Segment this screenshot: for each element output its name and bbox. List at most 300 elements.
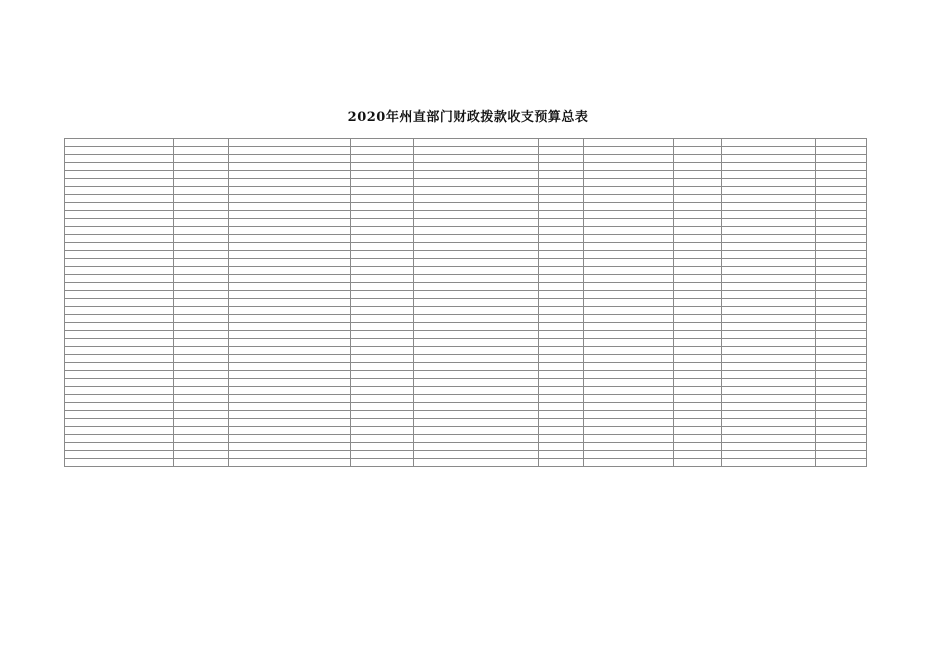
table-cell [351,379,414,387]
table-cell [584,371,674,379]
table-cell [174,443,229,451]
table-cell [539,403,584,411]
table-cell [722,411,816,419]
table-cell [539,195,584,203]
table-cell [539,219,584,227]
table-cell [351,171,414,179]
table-cell [229,347,351,355]
table-cell [65,243,174,251]
table-cell [722,203,816,211]
table-cell [65,187,174,195]
table-cell [674,219,722,227]
table-cell [174,155,229,163]
table-cell [722,355,816,363]
table-row [65,283,867,291]
table-cell [174,451,229,459]
table-cell [65,291,174,299]
table-cell [539,363,584,371]
table-cell [65,315,174,323]
table-cell [722,371,816,379]
table-cell [414,355,539,363]
table-cell [584,347,674,355]
table-cell [229,283,351,291]
table-cell [65,259,174,267]
table-cell [414,347,539,355]
table-cell [722,299,816,307]
table-cell [174,291,229,299]
report-title: 2020年州直部门财政拨款收支预算总表 [347,110,589,125]
table-cell [229,443,351,451]
table-cell [351,331,414,339]
table-cell [414,371,539,379]
table-cell [351,395,414,403]
table-cell [539,259,584,267]
table-cell [351,139,414,147]
table-cell [65,363,174,371]
table-cell [65,459,174,467]
table-row [65,251,867,259]
table-cell [816,155,867,163]
table-row [65,147,867,155]
table-cell [65,267,174,275]
table-cell [174,363,229,371]
table-cell [65,227,174,235]
table-cell [351,459,414,467]
table-cell [722,323,816,331]
table-cell [174,195,229,203]
table-cell [722,379,816,387]
table-cell [414,139,539,147]
table-cell [584,379,674,387]
table-cell [674,387,722,395]
table-cell [722,451,816,459]
table-cell [414,307,539,315]
table-cell [351,203,414,211]
table-cell [351,227,414,235]
table-cell [539,419,584,427]
table-cell [229,307,351,315]
table-cell [414,211,539,219]
table-cell [414,243,539,251]
table-cell [584,195,674,203]
table-cell [414,171,539,179]
table-cell [584,331,674,339]
table-cell [674,195,722,203]
table-cell [65,331,174,339]
table-cell [674,451,722,459]
table-cell [65,339,174,347]
table-row [65,155,867,163]
table-cell [722,275,816,283]
table-cell [351,403,414,411]
table-cell [584,203,674,211]
table-cell [414,315,539,323]
table-cell [674,235,722,243]
table-cell [816,243,867,251]
table-cell [65,171,174,179]
table-cell [722,251,816,259]
table-row [65,291,867,299]
table-cell [229,227,351,235]
table-cell [674,339,722,347]
table-cell [816,227,867,235]
table-cell [584,235,674,243]
table-row [65,235,867,243]
table-row [65,371,867,379]
table-cell [674,307,722,315]
table-cell [65,275,174,283]
table-cell [351,187,414,195]
table-row [65,435,867,443]
table-cell [722,443,816,451]
table-cell [351,299,414,307]
table-cell [174,251,229,259]
table-cell [414,187,539,195]
table-cell [674,459,722,467]
table-cell [174,147,229,155]
table-cell [351,419,414,427]
table-cell [351,387,414,395]
table-cell [414,323,539,331]
table-cell [816,163,867,171]
table-cell [539,459,584,467]
table-cell [174,411,229,419]
table-cell [722,179,816,187]
table-row [65,267,867,275]
table-cell [351,267,414,275]
table-cell [414,203,539,211]
table-cell [414,267,539,275]
table-row [65,315,867,323]
table-cell [584,187,674,195]
table-row [65,419,867,427]
table-cell [539,139,584,147]
table-cell [722,139,816,147]
table-cell [351,363,414,371]
table-cell [229,267,351,275]
table-cell [65,235,174,243]
table-cell [674,299,722,307]
table-cell [65,203,174,211]
table-cell [722,347,816,355]
table-cell [229,323,351,331]
table-cell [174,235,229,243]
table-row [65,347,867,355]
table-cell [539,379,584,387]
table-cell [539,427,584,435]
table-body [65,139,867,467]
table-cell [674,147,722,155]
table-cell [414,419,539,427]
table-cell [65,403,174,411]
table-cell [351,427,414,435]
table-cell [229,275,351,283]
table-cell [414,251,539,259]
table-cell [65,323,174,331]
table-cell [722,187,816,195]
table-cell [174,307,229,315]
table-cell [816,443,867,451]
table-cell [539,291,584,299]
table-cell [174,267,229,275]
table-cell [584,267,674,275]
table-cell [816,299,867,307]
table-row [65,211,867,219]
table-cell [674,171,722,179]
table-cell [816,451,867,459]
table-cell [816,259,867,267]
table-row [65,163,867,171]
table-cell [584,283,674,291]
table-cell [229,371,351,379]
table-cell [229,147,351,155]
table-cell [174,227,229,235]
table-cell [722,219,816,227]
table-cell [229,235,351,243]
table-cell [174,299,229,307]
table-cell [229,315,351,323]
table-cell [229,219,351,227]
table-cell [351,275,414,283]
table-cell [65,427,174,435]
table-cell [414,219,539,227]
table-cell [229,387,351,395]
table-cell [351,355,414,363]
table-cell [65,395,174,403]
table-cell [539,387,584,395]
table-cell [174,179,229,187]
table-cell [174,387,229,395]
table-cell [722,331,816,339]
table-cell [174,395,229,403]
table-row [65,411,867,419]
table-cell [816,363,867,371]
table-cell [414,259,539,267]
table-cell [584,355,674,363]
table-cell [229,203,351,211]
table-cell [539,347,584,355]
table-cell [229,155,351,163]
table-cell [816,403,867,411]
table-cell [722,363,816,371]
table-cell [65,443,174,451]
table-cell [351,339,414,347]
table-cell [65,435,174,443]
table-row [65,307,867,315]
table-cell [65,411,174,419]
table-cell [174,315,229,323]
table-row [65,323,867,331]
table-cell [722,283,816,291]
table-cell [174,219,229,227]
table-cell [414,235,539,243]
table-row [65,331,867,339]
table-cell [539,299,584,307]
table-cell [584,459,674,467]
table-cell [816,251,867,259]
table-cell [229,195,351,203]
table-cell [414,283,539,291]
table-cell [351,251,414,259]
table-cell [816,323,867,331]
table-row [65,427,867,435]
table-cell [174,371,229,379]
table-row [65,395,867,403]
table-cell [65,387,174,395]
table-cell [414,339,539,347]
table-cell [816,411,867,419]
table-cell [816,355,867,363]
table-cell [674,419,722,427]
table-cell [174,331,229,339]
table-cell [539,163,584,171]
table-cell [584,443,674,451]
table-cell [816,315,867,323]
table-cell [65,211,174,219]
table-cell [674,179,722,187]
table-cell [229,419,351,427]
table-cell [674,251,722,259]
table-cell [539,275,584,283]
table-cell [229,355,351,363]
table-cell [174,427,229,435]
table-cell [816,331,867,339]
table-cell [674,435,722,443]
table-cell [351,235,414,243]
table-cell [414,331,539,339]
table-cell [722,307,816,315]
table-cell [722,147,816,155]
table-cell [722,195,816,203]
table-cell [816,371,867,379]
table-cell [722,155,816,163]
table-cell [674,155,722,163]
table-cell [816,307,867,315]
table-cell [174,259,229,267]
table-cell [722,403,816,411]
table-row [65,379,867,387]
table-cell [539,179,584,187]
table-cell [816,179,867,187]
table-cell [229,299,351,307]
table-cell [351,411,414,419]
table-cell [414,363,539,371]
table-cell [539,339,584,347]
table-row [65,339,867,347]
table-cell [539,435,584,443]
table-cell [584,363,674,371]
table-row [65,187,867,195]
table-cell [229,403,351,411]
table-cell [674,443,722,451]
table-cell [539,251,584,259]
budget-summary-table [64,138,867,467]
table-cell [816,435,867,443]
table-cell [351,307,414,315]
table-cell [229,395,351,403]
table-cell [584,411,674,419]
table-cell [414,147,539,155]
table-cell [229,187,351,195]
table-cell [229,339,351,347]
table-cell [414,275,539,283]
table-cell [174,435,229,443]
table-cell [584,403,674,411]
table-cell [174,203,229,211]
table-cell [229,243,351,251]
table-cell [351,371,414,379]
table-cell [229,171,351,179]
table-cell [229,251,351,259]
table-cell [584,451,674,459]
table-cell [229,427,351,435]
table-cell [351,163,414,171]
table-cell [674,267,722,275]
table-cell [674,379,722,387]
table-cell [539,307,584,315]
table-cell [816,427,867,435]
table-cell [722,395,816,403]
table-row [65,443,867,451]
table-cell [722,227,816,235]
table-cell [65,163,174,171]
table-cell [65,147,174,155]
table-cell [174,419,229,427]
table-cell [65,371,174,379]
table-row [65,363,867,371]
table-cell [351,451,414,459]
table-cell [816,379,867,387]
table-row [65,139,867,147]
table-cell [65,347,174,355]
table-cell [414,195,539,203]
table-cell [539,323,584,331]
table-cell [351,155,414,163]
table-row [65,243,867,251]
table-cell [65,379,174,387]
table-cell [65,139,174,147]
table-cell [816,139,867,147]
table-row [65,355,867,363]
table-cell [584,339,674,347]
table-cell [584,299,674,307]
table-cell [539,211,584,219]
table-cell [539,355,584,363]
table-cell [584,211,674,219]
table-cell [584,275,674,283]
table-cell [229,411,351,419]
table-cell [174,347,229,355]
table-cell [674,331,722,339]
table-row [65,219,867,227]
table-cell [229,291,351,299]
table-cell [722,211,816,219]
table-cell [414,427,539,435]
table-cell [229,459,351,467]
table-cell [674,187,722,195]
table-cell [584,171,674,179]
table-cell [414,299,539,307]
table-cell [816,283,867,291]
table-cell [414,387,539,395]
table-cell [674,227,722,235]
table-cell [351,291,414,299]
table-cell [414,395,539,403]
table-cell [414,179,539,187]
table-cell [674,411,722,419]
table-cell [414,227,539,235]
table-cell [816,219,867,227]
